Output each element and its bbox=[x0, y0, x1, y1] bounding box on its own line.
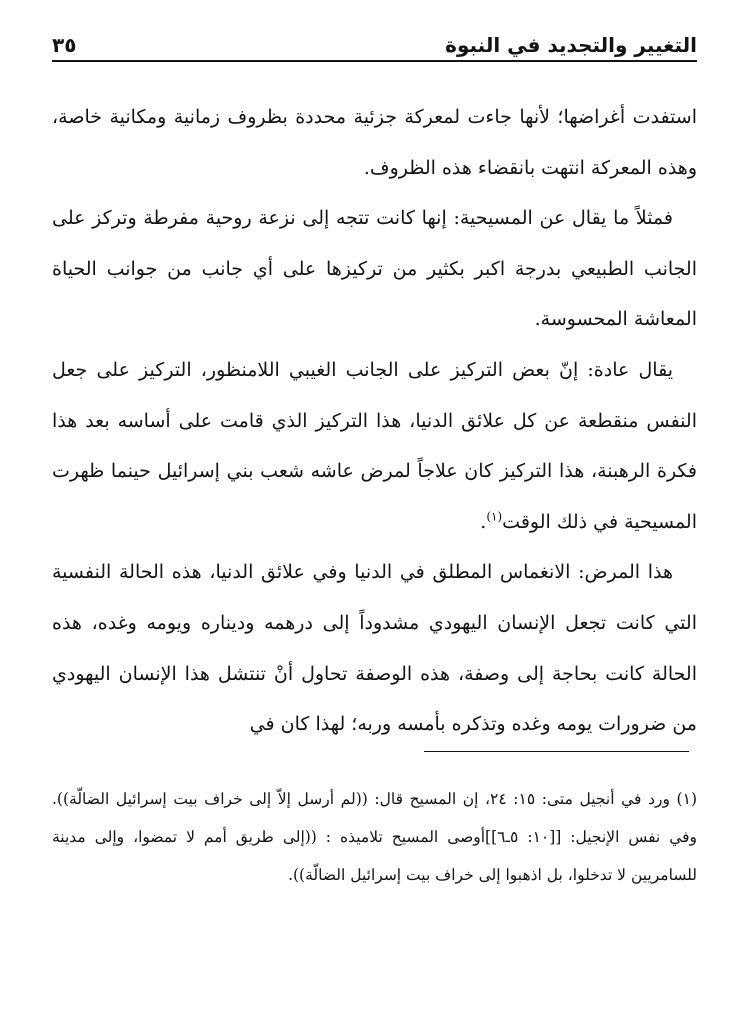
footnotes bbox=[52, 780, 697, 894]
paragraph: هذا المرض: الانغماس المطلق في الدنيا وفي علائق الدنيا، هذه الحالة النفسية التي كانت تجعل الإنسان اليهودي مشدوداً إلى درهمه وديناره ويومه وغده، هذه الحالة كانت بحاجة إلى وصفة، هذه الوصفة تحاول أنْ تنتشل هذا الإنسان اليهودي من ضرورات يومه وغده وتذكره بأمسه وربه؛ لهذا كان في bbox=[52, 561, 697, 736]
paragraph: استفدت أغراضها؛ لأنها جاءت لمعركة جزئية محددة بظروف زمانية ومكانية خاصة، وهذه المعركة انتهت بانقضاء هذه الظروف. bbox=[52, 106, 697, 179]
page-header bbox=[52, 28, 697, 58]
footnote: (١) ورد في أنجيل متى: ١٥: ٢٤، إن المسيح قال: ((لم أرسل إلاّ إلى خراف بيت إسرائيل الضالّة)). وفي نفس الإنجيل: [[١٠: ٥ـ٦]]أوصى المسيح تلاميذه : ((إلى طريق أمم لا تمضوا، وإلى مدينة للسامريين لا تدخلوا، بل اذهبوا إلى خراف بيت إسرائيل الضالّة)). bbox=[52, 790, 698, 884]
paragraph: فمثلاً ما يقال عن المسيحية: إنها كانت تتجه إلى نزعة روحية مفرطة وتركز على الجانب الطبيعي بدرجة اكبر بكثير من تركيزها على أي جانب من جوانب الحياة المعاشة المحسوسة. bbox=[52, 207, 697, 331]
paragraph-text: يقال عادة: إنّ بعض التركيز على الجانب الغيبي اللامنظور، التركيز على جعل النفس منقطعة عن كل علائق الدنيا، هذا التركيز الذي قامت على أساسه بعد هذا فكرة الرهبنة، هذا التركيز كان علاجاً لمرض عاشه شعب بني إسرائيل حينما ظهرت المسيحية في ذلك الوقت bbox=[52, 358, 697, 533]
running-title: التغيير والتجديد في النبوة bbox=[445, 33, 697, 57]
body-text bbox=[52, 92, 697, 750]
header-rule bbox=[52, 60, 697, 62]
footnote-separator bbox=[424, 751, 689, 752]
paragraph bbox=[52, 345, 697, 547]
paragraph-end: . bbox=[480, 510, 487, 533]
page-number: ٣٥ bbox=[52, 33, 77, 57]
footnote-reference: (١) bbox=[486, 509, 503, 524]
